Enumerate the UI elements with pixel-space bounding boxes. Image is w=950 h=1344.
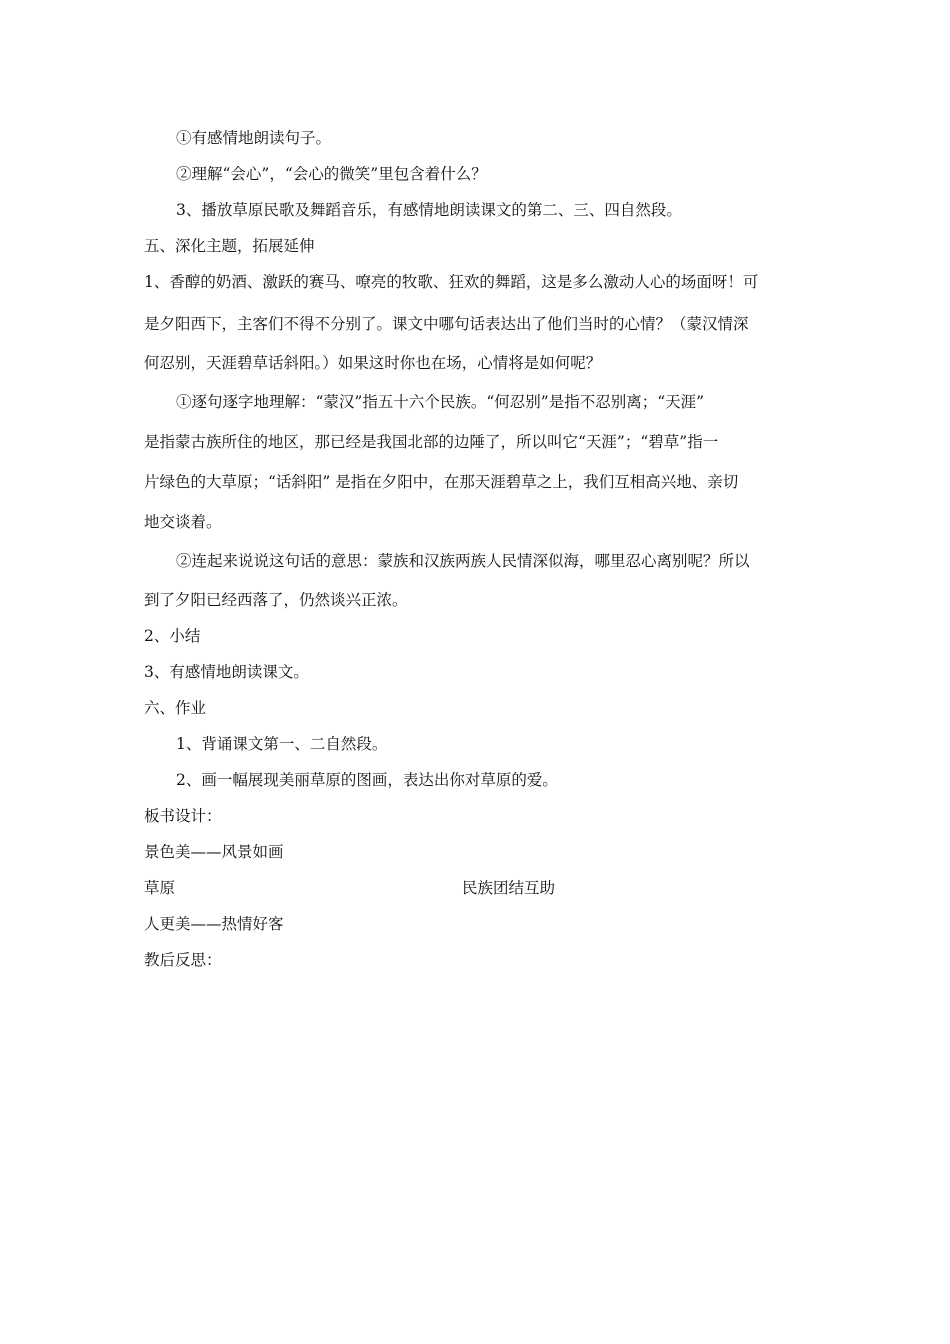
paragraph-line: 何忍别，天涯碧草话斜阳。）如果这时你也在场，心情将是如何呢？ (144, 354, 602, 372)
paragraph-line: 3、有感情地朗读课文。 (144, 663, 309, 681)
paragraph-line: 3、播放草原民歌及舞蹈音乐，有感情地朗读课文的第二、三、四自然段。 (176, 201, 682, 219)
paragraph-line: ①有感情地朗读句子。 (176, 129, 332, 147)
paragraph-line: 是夕阳西下，主客们不得不分别了。课文中哪句话表达出了他们当时的心情？（蒙汉情深 (144, 315, 749, 333)
paragraph-line: ②连起来说说这句话的意思：蒙族和汉族两族人民情深似海，哪里忍心离别呢？所以 (176, 552, 750, 570)
paragraph-line: 1、香醇的奶酒、激跃的赛马、嘹亮的牧歌、狂欢的舞蹈，这是多么激动人心的场面呀！可 (144, 273, 759, 291)
paragraph-line: 片绿色的大草原；“话斜阳” 是指在夕阳中，在那天涯碧草之上，我们互相高兴地、亲切 (144, 473, 739, 491)
board-right-text: 民族团结互助 (462, 879, 556, 897)
paragraph-line: 2、小结 (144, 627, 201, 645)
paragraph-line: 是指蒙古族所住的地区，那已经是我国北部的边陲了，所以叫它“天涯”；“碧草”指一 (144, 433, 719, 451)
paragraph-line: 到了夕阳已经西落了，仍然谈兴正浓。 (144, 591, 408, 609)
paragraph-line: 2、画一幅展现美丽草原的图画，表达出你对草原的爱。 (176, 771, 558, 789)
board-design-heading: 板书设计： (144, 807, 222, 825)
reflection-heading: 教后反思： (144, 951, 222, 969)
section-heading: 六、作业 (144, 699, 207, 717)
board-line: 景色美——风景如画 (144, 843, 284, 861)
paragraph-line: 地交谈着。 (144, 513, 222, 531)
board-line: 草原 (144, 879, 176, 897)
paragraph-line: 1、背诵课文第一、二自然段。 (176, 735, 388, 753)
board-line: 人更美——热情好客 (144, 915, 284, 933)
section-heading: 五、深化主题，拓展延伸 (144, 237, 315, 255)
paragraph-line: ①逐句逐字地理解：“蒙汉”指五十六个民族。“何忍别”是指不忍别离；“天涯” (176, 393, 705, 411)
paragraph-line: ②理解“会心”，“会心的微笑”里包含着什么？ (176, 165, 487, 183)
